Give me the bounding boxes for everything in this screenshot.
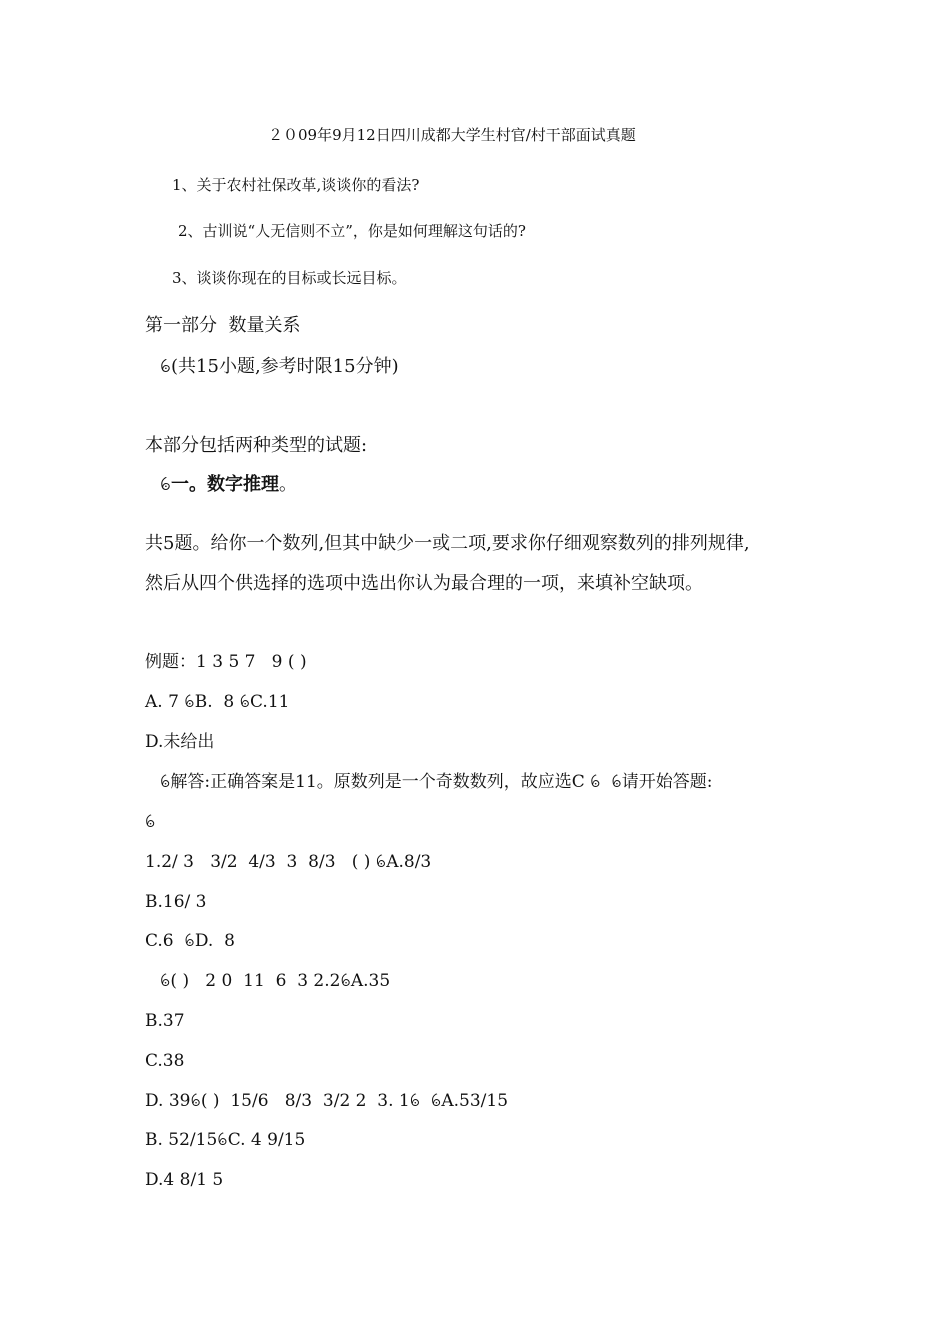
- interview-question-3: 3、谈谈你现在的目标或长远目标。: [172, 269, 407, 287]
- interview-question-2: 2、古训说“人无信则不立”，你是如何理解这句话的?: [178, 222, 526, 240]
- subsection-title-end: 。: [279, 474, 298, 495]
- instructions-line-1: 共5题。给你一个数列,但其中缺少一或二项,要求你仔细观察数列的排列规律,: [145, 533, 750, 554]
- problem-line: D. 39ꕄ( ) 15/6 8/3 3/2 2 3. 1ꕄ ꕄA.53/15: [145, 1091, 509, 1111]
- bullet-mark: ꕄ: [160, 474, 172, 495]
- instructions-line-2: 然后从四个供选择的选项中选出你认为最合理的一项，来填补空缺项。: [145, 573, 703, 594]
- example-question: 例题：1 3 5 7 9 ( ): [145, 652, 307, 672]
- problem-line: 1.2/ 3 3/2 4/3 3 8/3 ( ) ꕄA.8/3: [145, 852, 432, 872]
- document-title: ２０09年9月12日四川成都大学生村官/村干部面试真题: [268, 126, 636, 144]
- problem-line: B.16/ 3: [145, 892, 207, 912]
- subsection-title-text: 一。数字推理: [171, 474, 280, 495]
- section-note: ꕄ(共15小题,参考时限15分钟): [160, 356, 399, 377]
- example-option-d: D.未给出: [145, 732, 215, 752]
- problem-line: B. 52/15ꕄC. 4 9/15: [145, 1130, 306, 1150]
- section-title: 第一部分 数量关系: [145, 315, 301, 336]
- section-intro: 本部分包括两种类型的试题:: [145, 435, 368, 456]
- problem-line: B.37: [145, 1011, 185, 1031]
- subsection-title: [160, 476, 297, 494]
- interview-question-1: 1、关于农村社保改革,谈谈你的看法?: [172, 176, 420, 194]
- problem-line: D.4 8/1 5: [145, 1170, 224, 1190]
- example-answer: ꕄ解答:正确答案是11。原数列是一个奇数数列，故应选C ꕄ ꕄ请开始答题:: [160, 772, 713, 792]
- problem-line: C.6 ꕄD. 8: [145, 931, 235, 951]
- example-options: A. 7 ꕄB. 8 ꕄC.11: [145, 692, 290, 712]
- example-mark: ꕄ: [145, 812, 156, 832]
- problem-line: C.38: [145, 1051, 185, 1071]
- problem-line: ꕄ( ) 2 0 11 6 3 2.2ꕄA.35: [160, 971, 391, 991]
